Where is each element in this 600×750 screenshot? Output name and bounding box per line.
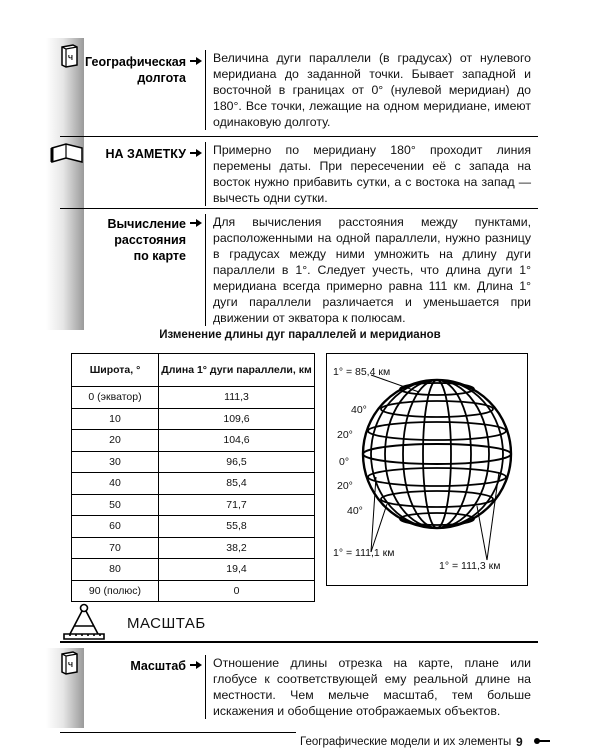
table-cell: 111,3 (159, 387, 315, 409)
footer-arrow-icon (532, 736, 550, 746)
table-row (72, 516, 315, 538)
footer-divider (60, 732, 296, 733)
table-cell: 40 (72, 473, 159, 495)
svg-text:Ч: Ч (68, 55, 73, 62)
definition-date-line: Примерно по меридиану 180° проходит линия перемены даты. При пересечении её с запада на восток нужно прибавить сутки, а с востока на запад — вычесть одни сутки. (205, 142, 531, 206)
bullet-arrow-icon (190, 660, 204, 670)
compass-ruler-icon (62, 602, 106, 640)
table-cell: 109,6 (159, 408, 315, 430)
note-label: НА ЗАМЕТКУ (105, 147, 186, 161)
divider (60, 136, 538, 137)
table-header: Широта, ° (72, 354, 159, 387)
latitude-table (71, 353, 315, 602)
margin-gradient-top (46, 38, 84, 330)
table-row (72, 559, 315, 581)
bullet-arrow-icon (190, 148, 204, 158)
term-longitude: Географическая долгота (85, 55, 186, 85)
definition-longitude: Величина дуги параллели (в градусах) от нулевого меридиана до заданной точки. Бывает западной и восточной в границах от 0° (нулевой меридиан) до 180°. Все точки, лежащие на одном меридиане, имеют одинаковую долготу. (205, 50, 531, 130)
globe-lat-label: 40° (347, 505, 363, 517)
globe-lat-label: 20° (337, 480, 353, 492)
globe-label-bottom-right: 1° = 111,3 км (439, 560, 501, 572)
table-cell: 96,5 (159, 451, 315, 473)
open-book-icon (50, 142, 84, 164)
bullet-arrow-icon (190, 56, 204, 66)
globe-label-top: 1° = 85,4 км (333, 366, 391, 378)
footer-text: Географические модели и их элементы (300, 736, 512, 748)
table-row (72, 451, 315, 473)
table-cell: 0 (159, 580, 315, 602)
table-cell: 80 (72, 559, 159, 581)
section-divider (60, 641, 538, 643)
page-number: 9 (516, 735, 523, 749)
table-cell: 60 (72, 516, 159, 538)
table-cell: 10 (72, 408, 159, 430)
table-header: Длина 1° дуги параллели, км (159, 354, 315, 387)
table-row (72, 580, 315, 602)
table-title: Изменение длины дуг параллелей и меридианов (159, 329, 441, 341)
table-row (72, 408, 315, 430)
term-scale: Масштаб (130, 659, 186, 673)
table-row (72, 494, 315, 516)
divider (60, 208, 538, 209)
table-row (72, 537, 315, 559)
table-cell: 71,7 (159, 494, 315, 516)
definition-scale: Отношение длины отрезка на карте, плане или глобусе к соответствующей ему реальной длине на местности. Чем мельче масштаб, тем больше искажения и обобщение отображаемых объектов. (205, 655, 531, 719)
table-cell: 19,4 (159, 559, 315, 581)
globe-label-bottom-left: 1° = 111,1 км (333, 547, 395, 559)
table-cell: 55,8 (159, 516, 315, 538)
svg-text:Ч: Ч (68, 662, 73, 669)
table-cell: 38,2 (159, 537, 315, 559)
section-title: МАСШТАБ (127, 615, 206, 632)
table-row (72, 387, 315, 409)
table-row (72, 430, 315, 452)
table-cell: 85,4 (159, 473, 315, 495)
table-cell: 30 (72, 451, 159, 473)
table-cell: 50 (72, 494, 159, 516)
table-cell: 0 (экватор) (72, 387, 159, 409)
table-cell: 90 (полюс) (72, 580, 159, 602)
bullet-arrow-icon (190, 218, 204, 228)
globe-lat-label: 40° (351, 404, 367, 416)
table-cell: 70 (72, 537, 159, 559)
table-cell: 20 (72, 430, 159, 452)
globe-diagram (326, 353, 528, 586)
globe-lat-label: 0° (339, 456, 350, 468)
globe-lat-label: 20° (337, 429, 353, 441)
book-icon (58, 44, 80, 68)
book-icon (58, 651, 80, 675)
definition-distance: Для вычисления расстояния между пунктами, расположенными на одной параллели, нужно разницу в градусах между ними умножить на длину дуги параллели в 1°. Следует учесть, что длина дуги 1° меридиана всегда примерно равна 111 км. Длина 1° дуги параллели различается и уменьшается при движении от экватора к полюсам. (205, 214, 531, 326)
table-row (72, 473, 315, 495)
table-cell: 104,6 (159, 430, 315, 452)
term-distance: Вычисление расстояния по карте (107, 217, 186, 263)
